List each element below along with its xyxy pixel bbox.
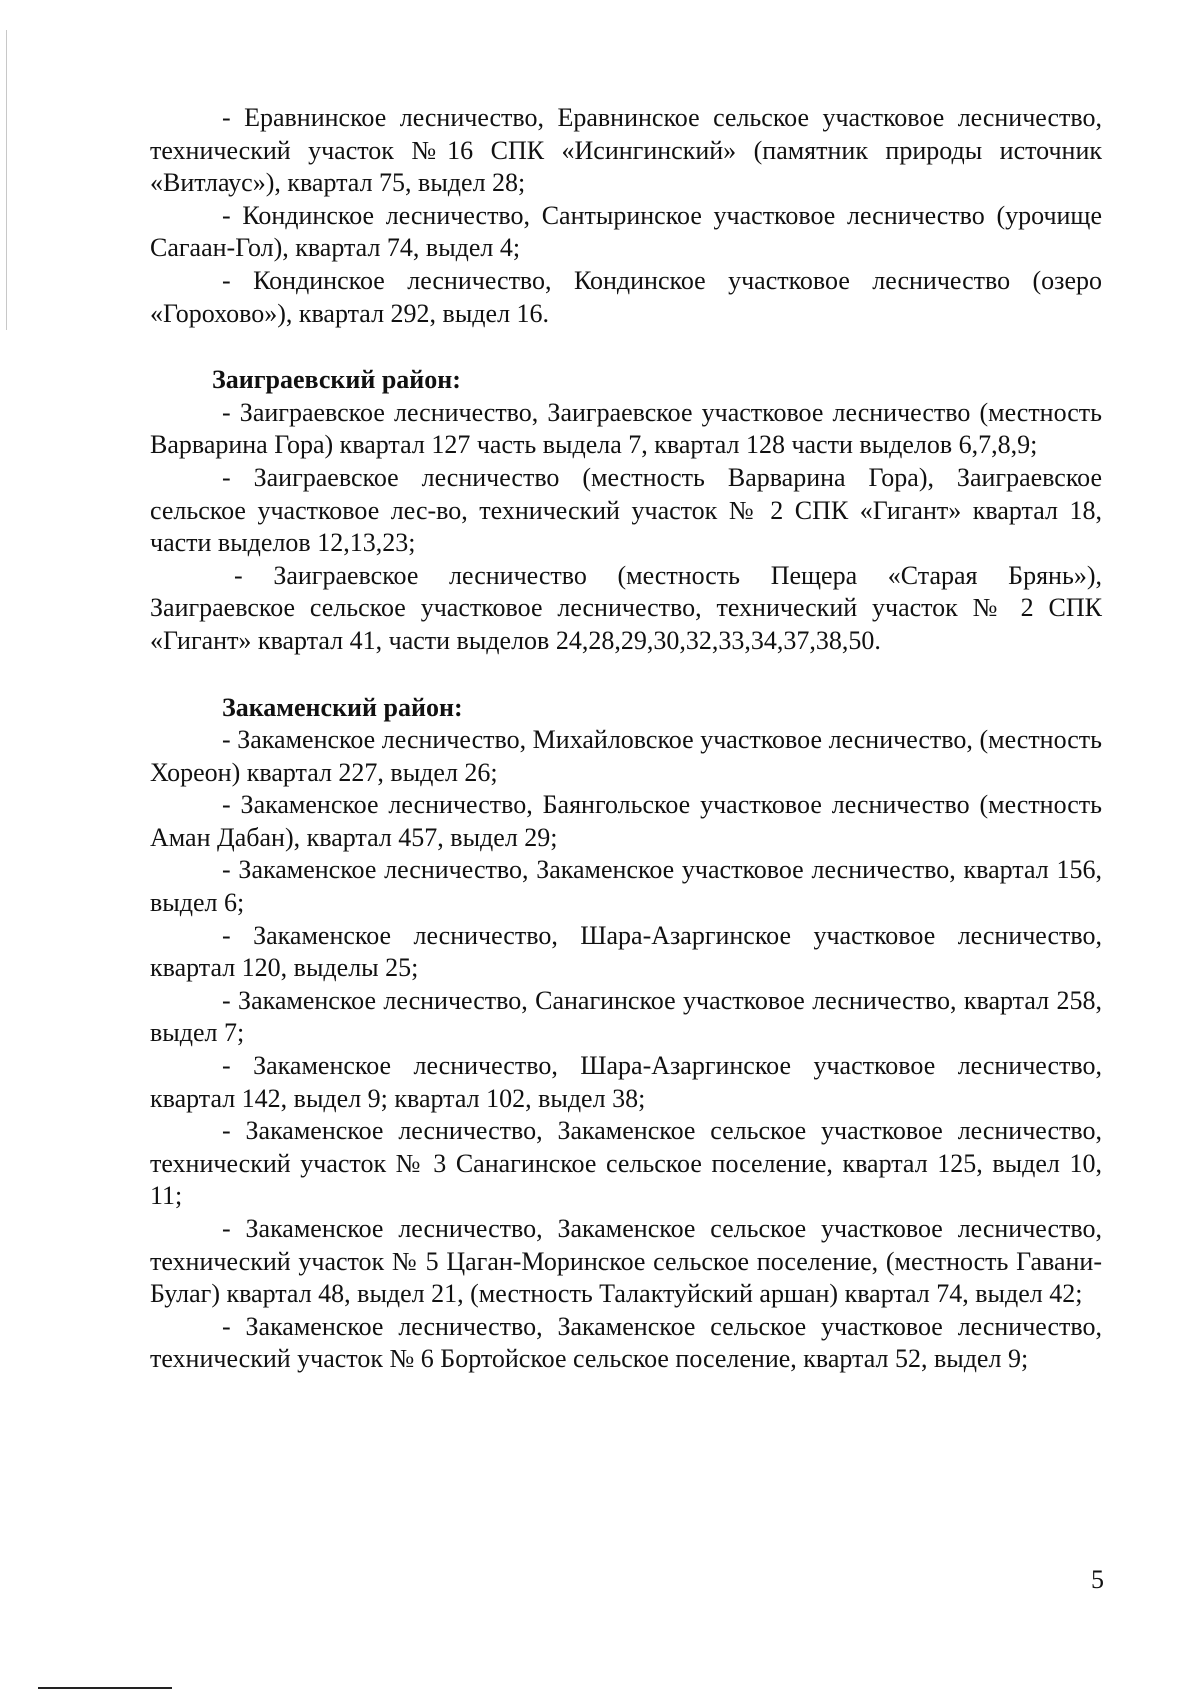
scan-edge-line bbox=[6, 30, 7, 330]
paragraph-eravna-1: - Еравнинское лесничество, Еравнинское сельское участковое лесничество, технический участок №16 СПК «Исингинский» (памятник природы источник «Витлаус»), квартал 75, выдел 28; bbox=[150, 103, 1102, 198]
list-item: - Заиграевское лесничество (местность Варварина Гора), Заиграевское сельское участковое лес-во, технический участок № 2 СПК «Гигант» квартал 18, части выделов 12,13,23; bbox=[150, 462, 1102, 558]
section-heading-zakamensky: Закаменский район: bbox=[222, 692, 463, 722]
paragraph-kondinsk-1: - Кондинское лесничество, Сантыринское участковое лесничество (урочище Сагаан-Гол), квартал 74, выдел 4; bbox=[150, 200, 1102, 263]
list-item: - Закаменское лесничество, Баянгольское участковое лесничество (местность Аман Дабан), квартал 457, выдел 29; bbox=[150, 790, 1102, 852]
list-item: - Заиграевское лесничество (местность Пещера «Старая Брянь»), Заиграевское сельское участковое лесничество, технический участок № 2 СПК «Гигант» квартал 41, части выделов 24,28,29,30,32,33,34,37,38,50. bbox=[150, 560, 1102, 655]
list-item: - Закаменское лесничество, Закаменское участковое лесничество, квартал 156, выдел 6; bbox=[150, 855, 1102, 918]
list-item: - Закаменское лесничество, Шара-Азаргинское участковое лесничество, квартал 120, выделы 25; bbox=[150, 920, 1102, 983]
section-heading-zaigraevsky: Заиграевский район: bbox=[212, 365, 461, 395]
list-item: - Закаменское лесничество, Закаменское сельское участковое лесничество, технический участок № 5 Цаган-Моринское сельское поселение, (местность Гавани-Булаг) квартал 48, выдел 21, (местность Талактуйский аршан) квартал 74, выдел 42; bbox=[150, 1214, 1102, 1309]
page-number: 5 bbox=[1091, 1565, 1104, 1594]
list-item: - Закаменское лесничество, Шара-Азаргинское участковое лесничество, квартал 142, выдел 9; квартал 102, выдел 38; bbox=[150, 1051, 1102, 1113]
list-item: - Закаменское лесничество, Михайловское участковое лесничество, (местность Хореон) квартал 227, выдел 26; bbox=[150, 725, 1102, 787]
document-body bbox=[150, 102, 1102, 1376]
list-item: - Закаменское лесничество, Закаменское сельское участковое лесничество, технический участок № 6 Бортойское сельское поселение, квартал 52, выдел 9; bbox=[150, 1311, 1102, 1374]
list-item: - Закаменское лесничество, Санагинское участковое лесничество, квартал 258, выдел 7; bbox=[150, 985, 1102, 1048]
list-item: - Заиграевское лесничество, Заиграевское участковое лесничество (местность Варварина Гора) квартал 127 часть выдела 7, квартал 128 части выделов 6,7,8,9; bbox=[150, 397, 1102, 460]
list-item: - Закаменское лесничество, Закаменское сельское участковое лесничество, технический участок № 3 Санагинское сельское поселение, квартал 125, выдел 10, 11; bbox=[150, 1116, 1102, 1211]
footer-rule bbox=[38, 1687, 172, 1689]
paragraph-kondinsk-2: - Кондинское лесничество, Кондинское участковое лесничество (озеро «Горохово»), квартал 292, выдел 16. bbox=[150, 265, 1102, 328]
